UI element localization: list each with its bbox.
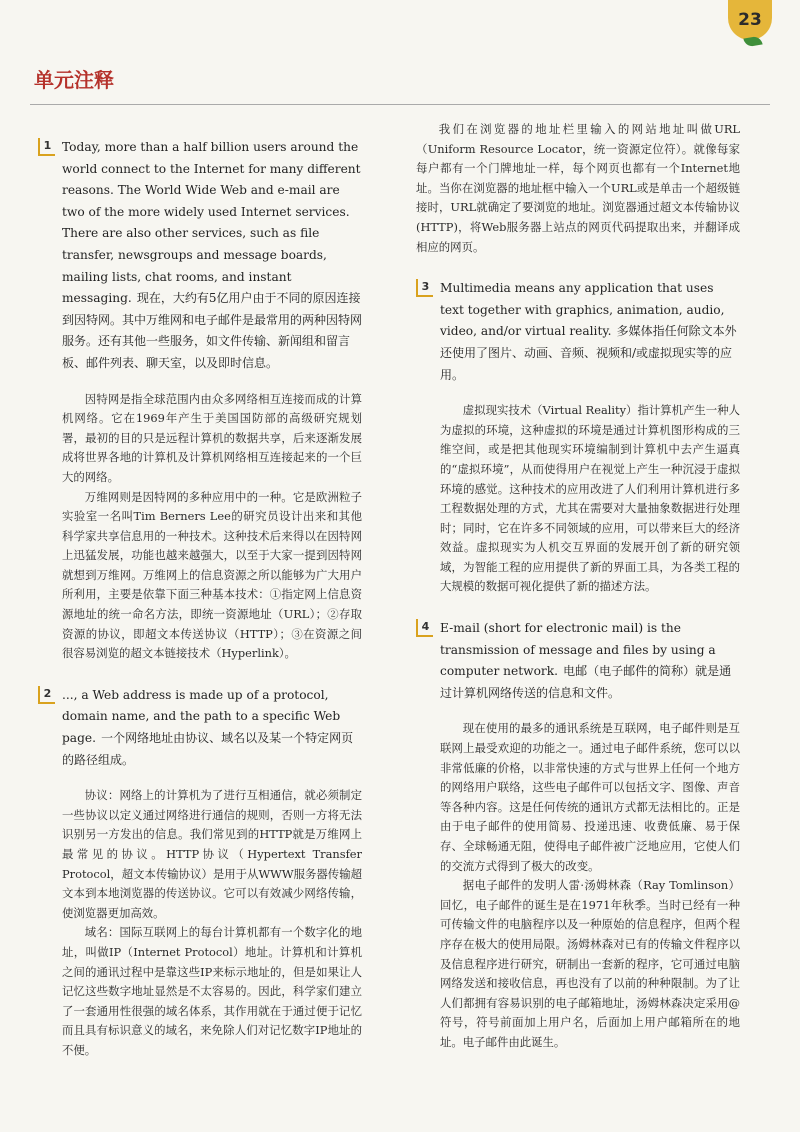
note-english: Today, more than a half billion users around the world connect to the Internet for many different reasons. The World Wide Web and e-mail are two of the more widely used Internet services. There are also other services, such as file transfer, newsgroups and message boards, mailing lists, chat rooms, and instant messaging. (62, 140, 361, 306)
note-translation: 一个网络地址由协议、域名以及某一个特定网页的路径组成。 (62, 731, 354, 767)
note-3 (416, 277, 740, 597)
note-4 (416, 617, 740, 1052)
note-translation: 现在，大约有5亿用户由于不同的原因连接到因特网。其中万维网和电子邮件是最常用的两种因特网服务。还有其他一些服务，如文件传输、新闻组和留言板、邮件列表、聊天室，以及即时信息。 (62, 291, 363, 370)
note-explanation: 我们在浏览器的地址栏里输入的网站地址叫做URL（Uniform Resource Locator，统一资源定位符）。就像每家每户都有一个门牌地址一样，每个网页也都有一个Internet地址。当你在浏览器的地址框中输入一个URL或是单击一个超级链接时，URL就确定了要浏览的地址。浏览器通过超文本传输协议(HTTP)，将Web服务器上站点的网页代码提取出来，并翻译成相应的网页。 (416, 122, 740, 254)
note-english: Multimedia means any application that uses text together with graphics, animation, audio, video, and/or virtual reality. (440, 281, 725, 339)
left-column (38, 120, 362, 1081)
note-number: 1 (38, 138, 55, 156)
note-english: E-mail (short for electronic mail) is the transmission of message and files by using a computer network. (440, 621, 716, 679)
note-english: ..., a Web address is made up of a protocol, domain name, and the path to a specific Web page. (62, 687, 341, 746)
note-explanation: 域名：国际互联网上的每台计算机都有一个数字化的地址，叫做IP（Internet Protocol）地址。计算机和计算机之间的通讯过程中是靠这些IP来标示地址的，但是如果让人记忆这些数字地址显然是不太容易的。因此，科学家们建立了一套通用性很强的域名体系，其作用就在于通过便于记忆而且具有标识意义的域名，来免除人们对记忆数字IP地址的不便。 (62, 925, 362, 1057)
note-1 (38, 136, 362, 664)
title-divider (30, 104, 770, 105)
right-column (416, 120, 740, 1073)
note-explanation: 因特网是指全球范围内由众多网络相互连接而成的计算机网络。它在1969年产生于美国国防部的高级研究规划署，最初的目的只是远程计算机的数据共享，后来逐渐发展成将世界各地的计算机及计算机网络相互连接起来的一个巨大的网络。 (62, 391, 362, 484)
note-2 (38, 684, 362, 1061)
note-explanation: 协议：网络上的计算机为了进行互相通信，就必须制定一些协议以定义通过网络进行通信的规则，否则一方将无法识别另一方发出的信息。我们常见到的HTTP就是万维网上最常见的协议。HTTP协议（Hypertext Transfer Protocol，超文本传输协议）是用于从WWW服务器传输超文本到本地浏览器的传送协议。它可以有效减少网络传输，使浏览器更加高效。 (62, 788, 362, 920)
page-number-badge (728, 0, 772, 40)
note-explanation: 现在使用的最多的通讯系统是互联网，电子邮件则是互联网上最受欢迎的功能之一。通过电子邮件系统，您可以以非常低廉的价格，以非常快速的方式与世界上任何一个地方的网络用户联络，这些电子邮件可以包括文字、图像、声音等各种内容。这是任何传统的通讯方式都无法相比的。正是由于电子邮件的使用简易、投递迅速、收费低廉、易于保存、全球畅通无阻，使得电子邮件被广泛地应用，它使人们的交流方式得到了极大的改变。 (440, 721, 740, 873)
note-explanation: 万维网则是因特网的多种应用中的一种。它是欧洲粒子实验室一名叫Tim Berners Lee的研究员设计出来和其他科学家共享信息用的一种技术。这种技术后来得以在因特网上迅猛发展，功能也越来越强大，以至于大家一提到因特网就想到万维网。万维网上的信息资源之所以能够为广大用户所利用，主要是依靠下面三种基本技术：①指定网上信息资源地址的统一命名方法，即统一资源地址（URL）；②存取资源的协议，即超文本传送协议（HTTP）；③在资源之间很容易浏览的超文本链接技术（Hyperlink）。 (62, 489, 362, 661)
note-2-continued (416, 120, 740, 257)
page-number: 23 (738, 10, 762, 30)
note-number: 2 (38, 686, 55, 704)
note-explanation: 据电子邮件的发明人雷·汤姆林森（Ray Tomlinson）回忆，电子邮件的诞生是在1971年秋季。当时已经有一种可传输文件的电脑程序以及一种原始的信息程序，但两个程序存在极大的使用局限。汤姆林森对已有的传输文件程序以及信息程序进行研究，研制出一套新的程序，它可通过电脑网络发送和接收信息，再也没有了以前的种种限制。为了让人们都拥有容易识别的电子邮箱地址，汤姆林森决定采用@符号，符号前面加上用户名，后面加上用户邮箱所在的地址。电子邮件由此诞生。 (440, 878, 740, 1049)
note-explanation: 虚拟现实技术（Virtual Reality）指计算机产生一种人为虚拟的环境，这种虚拟的环境是通过计算机图形构成的三维空间，或是把其他现实环境编制到计算机中去产生逼真的“虚拟环境”，从而使得用户在视觉上产生一种沉浸于虚拟环境的感觉。这种技术的应用改进了人们利用计算机进行多工程数据处理的方式，尤其在需要对大量抽象数据进行处理时；同时，它在许多不同领域的应用，可以带来巨大的经济效益。虚拟现实为人机交互界面的发展开创了新的研究领域，为智能工程的应用提供了新的界面工具，为各类工程的大规模的数据可视化提供了新的描述方法。 (440, 403, 740, 594)
leaf-icon (743, 36, 762, 48)
note-translation: 电邮（电子邮件的简称）就是通过计算机网络传送的信息和文件。 (440, 664, 732, 700)
section-title: 单元注释 (34, 68, 114, 92)
note-translation: 多媒体指任何除文本外还使用了图片、动画、音频、视频和/或虚拟现实等的应用。 (440, 324, 737, 382)
note-number: 4 (416, 619, 433, 637)
note-number: 3 (416, 279, 433, 297)
